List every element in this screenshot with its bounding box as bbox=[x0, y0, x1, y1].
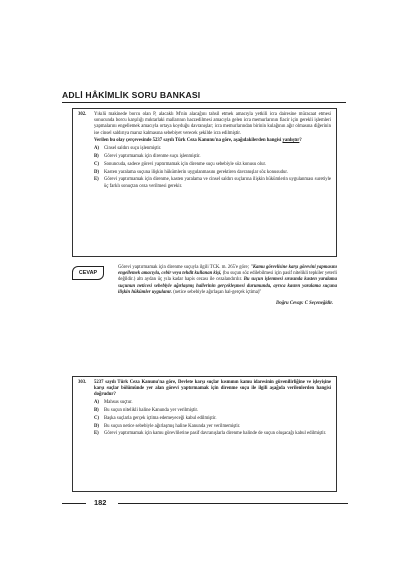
answer-badge: CEVAP bbox=[72, 266, 104, 280]
footer-rule-right bbox=[118, 503, 348, 504]
question-box-302 bbox=[72, 108, 337, 257]
question-key-word: yanlıştır bbox=[282, 138, 300, 144]
answer-explanation: Görevi yaptırmamak için direnme suçuyla ilgili TCK. m. 265'e göre; "Kamu görevlisine karşı görevini yapmasını engellemek amacıyla, cebir veya tehdit kullanan kişi, (bu suçun söz edilebilmesi için pasif nitelikli tepkiler yeterli değildir.) altı aydan üç yıla kadar hapis cezası ile cezalandırılır. Bu suçun işlenmesi sırasında kasten yaralama suçunun neticesi sebebiyle ağırlaşmış hallerinin gerçekleşmesi durumunda, ayrıca kasten yaralama suçuna ilişkin hükümler uygulanır. (netice sebebiyle ağırlaşan hal-gerçek içtima)" bbox=[118, 265, 338, 295]
question-stem: Yıkılü makinede borcu olan P, alacaklı M'nin alacağını tahsil etmek amacıyla yetkili icra dairesine müracaat etmesi sonucunda borcu karşılığı mıktarlaki mallarının haczedilmesi amacıyla gelen icra memurlarının fiacir için gerekli işlemleri yapmalarını engellemek amacıyla ortaya koyduğu davranışlar; icra memurlarından birinin kulağının ağır olmasına diğerinin ise cinsel saldırıya maruz kalmasına sebebiyet verecek şekilde icra edilmiştir. bbox=[94, 112, 331, 136]
question-302-stem-row bbox=[78, 112, 331, 137]
option-list bbox=[78, 146, 331, 190]
option-d[interactable]: D) Bu suçun netice sebebiyle ağırlaşmış haline Kanunda yer verilmemiştir. bbox=[94, 423, 241, 429]
question-box-303 bbox=[72, 376, 337, 492]
option-a[interactable]: A) Mahsus suçtur. bbox=[94, 400, 133, 406]
question-number: 302. bbox=[78, 112, 87, 117]
option-b[interactable]: B) Bu suçun nitelikli haline Kanunda yer verilmiştir. bbox=[94, 408, 199, 413]
option-list bbox=[78, 400, 331, 437]
option-e[interactable]: E) Görevi yaptırmamak için kamu görevlilerine pasif davranışlarla direnme halinde de suçun oluşacağı kabul edilmiştir. bbox=[94, 431, 327, 437]
option-d[interactable]: D) Kasten yaralama suçuna ilişkin hükümlerin uygulanmasını gerektiren davranışlar söz konusudur. bbox=[94, 169, 288, 175]
question-stem: 5237 sayılı Türk Ceza Kanunu'na göre, Devlete karşı suçlar kısmının kamu idaresinin güvenilirliğine ve işleyişine karşı suçlar bölümünde yer alan görevi yaptırmamak için direnme suçu ile ilgili aşağıda verilenlerden hangisi doğrudur? bbox=[94, 380, 331, 398]
question-303-stem-row bbox=[78, 380, 331, 399]
option-e[interactable]: E) Görevi yaptırmamak için direnme, kasten yaralama ve cinsel saldırı suçlarına ilişkin hükümlerin uygulanması suretiyle üç farklı sonuçtan ceza verilmesi gerekir. bbox=[94, 177, 331, 189]
page-header-title: ADLİ HÂKİMLİK SORU BANKASI bbox=[62, 90, 201, 100]
question-prompt: Verilen bu olay çerçevesinde 5237 sayılı Türk Ceza Kanunu'na göre, aşağıdakilerden hangisi yanlıştır? bbox=[94, 138, 302, 144]
option-b[interactable]: B) Görevi yaptırmamak için direnme suçu işlenmiştir. bbox=[94, 153, 201, 159]
option-c[interactable]: C) Başka suçlarla gerçek içtima edemeyeceği kabul edilmiştir. bbox=[94, 415, 217, 421]
header-rule bbox=[62, 102, 346, 103]
option-a[interactable]: A) Cinsel saldırı suçu işlenmiştir. bbox=[94, 146, 162, 152]
footer-rule-left bbox=[62, 503, 86, 504]
option-c[interactable]: C) Sonuncuda, sadece görevi yaptırmamak için direnme suçu sebebiyle söz konusu olur. bbox=[94, 161, 266, 167]
question-302-prompt-row bbox=[78, 138, 331, 144]
correct-answer: Doğru Cevap: C Seçeneğidir. bbox=[276, 301, 333, 307]
question-number: 303. bbox=[78, 380, 87, 385]
answer-section bbox=[72, 265, 337, 307]
page-number: 182 bbox=[94, 498, 107, 507]
